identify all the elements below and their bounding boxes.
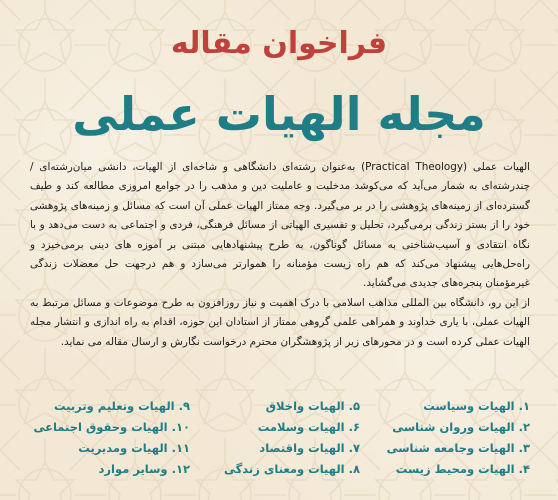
topic-item: ۴. الهیات ومحیط زیست bbox=[395, 462, 530, 476]
topic-list bbox=[30, 396, 530, 496]
call-for-papers-subtitle: فراخوان مقاله bbox=[170, 26, 388, 61]
announcement-body bbox=[30, 158, 530, 352]
paragraph-intro: الهیات عملی (Practical Theology) به‌عنوان رشته‌ای دانشگاهی و شاخه‌ای از الهیات، دانشی میان‌رشته‌ای / چندرشته‌ای به شمار می‌آید که می‌کوشد مدخلیت و عاملیت دین و مذهب را در جوامع امروزی مطالعه کند و طیف گسترده‌ای از زمینه‌های پژوهشی را در بر می‌گیرد. وجه ممتاز الهیات عملی آن است که مسائل و زمینه‌های پژوهشی خود را از بستر زندگی برمی‌گیرد، تحلیل و تفسیری الهیاتی از مسائل فرهنگی، فردی و اجتماعی به دست می‌دهد و با نگاه انتقادی و آسیب‌شناختی به مسائل گوناگون، به طرح پیشنهادهایی مبتنی بر آموزه های دینی برمی‌خیزد و راه‌حل‌هایی پیشنهاد می‌کند که هم راه زیست مؤمنانه را هموارتر می‌سازد و هم درجهت حل معضلات زندگی غیرمؤمنان پنجره‌های جدیدی می‌گشاید. bbox=[30, 161, 530, 290]
journal-title: مجله الهیات عملی bbox=[72, 87, 486, 141]
topic-item: ۲. الهیات وروان شناسی bbox=[392, 420, 530, 434]
topic-item: ۱. الهیات وسیاست bbox=[423, 399, 530, 413]
topic-item: ۸. الهیات ومعنای زندگی bbox=[223, 462, 360, 476]
poster-header bbox=[0, 24, 558, 64]
topic-item: ۷. الهیات واقتصاد bbox=[259, 441, 360, 455]
topic-item: ۱۲. وسایر موارد bbox=[98, 462, 190, 476]
paragraph-call: از این رو، دانشگاه بین المللی مذاهب اسلامی با درک اهمیت و نیاز روزافزون به طرح موضوعات و مسائل مرتبط به الهیات عملی، با یاری خداوند و همراهی علمی گروهی ممتاز از استادان این حوزه، اقدام به راه اندازی و انتشار مجله الهیات عملی کرده است و در محورهای زیر از پژوهشگران محترم درخواست نگارش و ارسال مقاله می نماید. bbox=[30, 296, 530, 348]
topic-item: ۳. الهیات وجامعه شناسی bbox=[386, 441, 530, 455]
topic-item: ۱۰. الهیات وحقوق اجتماعی bbox=[33, 420, 190, 434]
topic-item: ۱۱. الهیات ومدیریت bbox=[78, 441, 190, 455]
topic-item: ۶. الهیات وسلامت bbox=[257, 420, 360, 434]
topic-item: ۵. الهیات واخلاق bbox=[265, 399, 360, 413]
topic-item: ۹. الهیات وتعلیم وتربیت bbox=[53, 399, 190, 413]
